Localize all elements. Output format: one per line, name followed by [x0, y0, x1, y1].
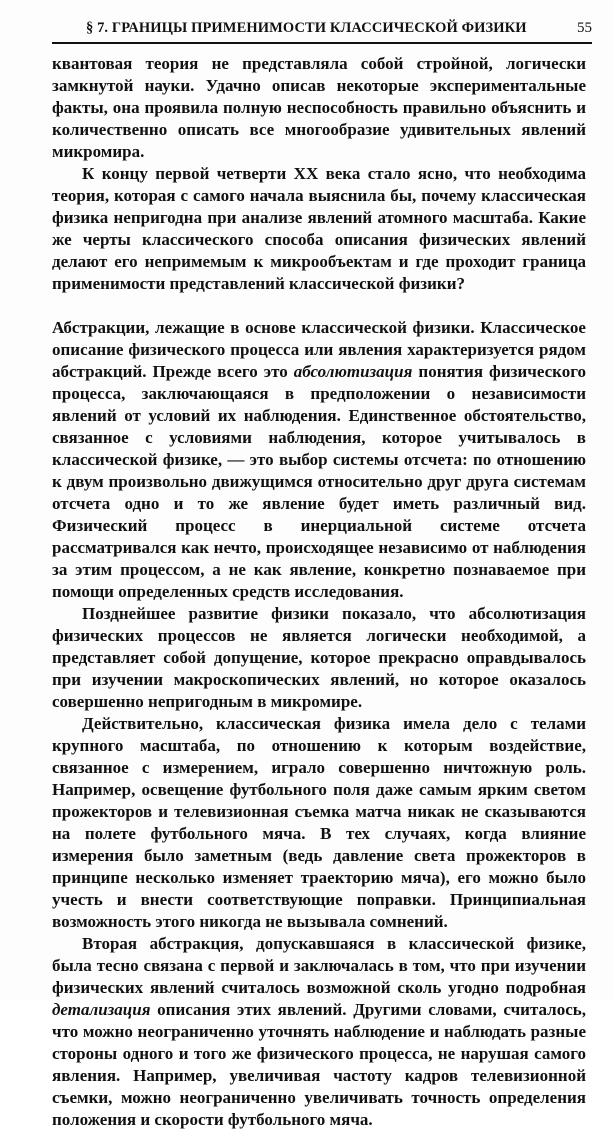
paragraph-continuation: квантовая теория не представляла собой стройной, логически замкнутой науки. Удачно описав некоторые экспериментальные факты, она проявила полную неспособность правильно объяснить и количественно описать все многообразие удивительных явлений микромира.: [52, 54, 586, 161]
paragraph-text: Вторая абстракция, допускавшаяся в классической физике, была тесно связана с первой и заключалась в том, что при изучении физических явлений считалось возможной сколь угодно подробная: [52, 934, 586, 997]
section-heading: Абстракции, лежащие в основе классической физики.: [52, 318, 475, 337]
paragraph-text: понятия физического процесса, заключающаяся в предположении о независимости явлений от условий их наблюдения. Единственное обстоятельство, связанное с условиями наблюдения, которое учитывалось в классической физике, — это выбор системы отсчета: по отношению к двум произвольно движущимся относительно друг друга системам отсчета одно и то же явление будет иметь различный вид. Физический процесс в инерциальной системе отсчета рассматривался как нечто, происходящее независимо от наблюдения за этим процессом, а не как явление, конкретно познаваемое при помощи определенных средств исследования.: [52, 362, 586, 601]
paragraph-section-start: [52, 317, 586, 603]
emphasized-term: абсолютизация: [293, 362, 413, 381]
paragraph: Позднейшее развитие физики показало, что абсолютизация физических процессов не является логически необходимой, а представляет собой допущение, которое прекрасно оправдывалось при изучении макроскопических явлений, но которое оказалось совершенно непригодным в микромире.: [52, 604, 586, 711]
paragraph-text: описания этих явлений. Другими словами, считалось, что можно неограниченно уточнять наблюдение и наблюдать разные стороны одного и того же физического процесса, не нарушая самого явления. Например, увеличивая частоту кадров телевизионной съемки, можно неограниченно увеличивать точность определения положения и скорости футбольного мяча.: [52, 1000, 586, 1129]
paragraph: [52, 933, 586, 1131]
page-body: [52, 53, 586, 1131]
running-header: [52, 18, 592, 44]
section-spacer: [52, 295, 586, 317]
paragraph-text: Классическое описание физического процесса или явления характеризуется рядом абстракций. Прежде всего это: [52, 318, 586, 381]
paragraph: Действительно, классическая физика имела дело с телами крупного масштаба, по отношению к которым воздействие, связанное с измерением, играло совершенно ничтожную роль. Например, освещение футбольного поля даже самым ярким светом прожекторов и телевизионная съемка матча никак не сказываются на полете футбольного мяча. В тех случаях, когда влияние измерения было заметным (ведь давление света прожекторов в принципе несколько изменяет траекторию мяча), его можно было учесть и внести соответствующие поправки. Принципиальная возможность этого никогда не вызывала сомнений.: [52, 714, 586, 931]
paragraph: К концу первой четверти XX века стало ясно, что необходима теория, которая с самого начала выяснила бы, почему классическая физика непригодна при анализе явлений атомного масштаба. Какие же черты классического способа описания физических явлений делают его непримемым к микрообъектам и где проходит граница применимости представлений классической физики?: [52, 164, 586, 293]
emphasized-term: детализация: [52, 1000, 151, 1019]
running-header-title: § 7. ГРАНИЦЫ ПРИМЕНИМОСТИ КЛАССИЧЕСКОЙ ФИЗИКИ: [86, 20, 527, 36]
page-number: 55: [577, 20, 592, 36]
